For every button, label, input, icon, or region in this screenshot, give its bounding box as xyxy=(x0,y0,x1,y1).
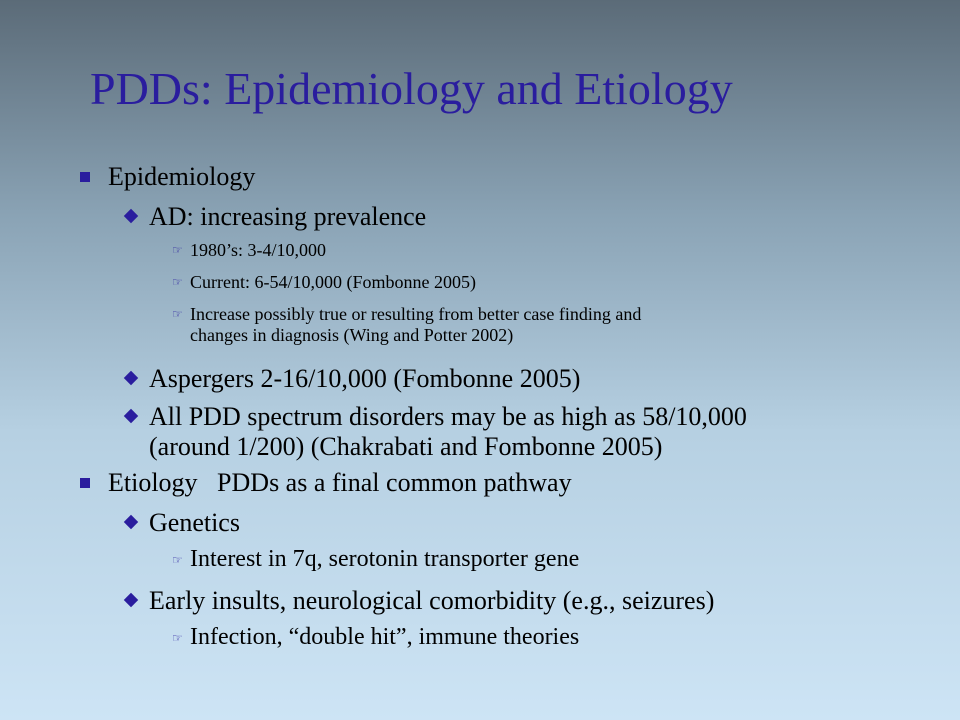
bullet-aspergers xyxy=(125,364,580,394)
bullet-text: Interest in 7q, serotonin transporter gene xyxy=(190,546,580,572)
bullet-early-insults xyxy=(125,586,714,616)
diamond-bullet-icon xyxy=(124,515,138,529)
bullet-text: Epidemiology xyxy=(108,162,256,191)
bullet-ad xyxy=(125,202,426,232)
bullet-genetics xyxy=(125,508,240,538)
bullet-text: 1980’s: 3-4/10,000 xyxy=(190,240,327,260)
bullet-text: Early insults, neurological comorbidity (e.g., seizures) xyxy=(149,586,715,615)
bullet-text: Infection, “double hit”, immune theories xyxy=(190,624,580,650)
bullet-genetics-detail xyxy=(172,546,579,573)
pointing-hand-icon: ☞ xyxy=(172,307,183,321)
bullet-ad-increase xyxy=(172,304,641,346)
bullet-text-line1: All PDD spectrum disorders may be as high as 58/10,000 xyxy=(149,402,747,431)
bullet-all-pdd xyxy=(125,402,747,462)
bullet-etiology xyxy=(80,468,572,498)
bullet-text: Etiology PDDs as a final common pathway xyxy=(108,468,572,497)
diamond-bullet-icon xyxy=(124,409,138,423)
square-bullet-icon xyxy=(80,172,90,182)
bullet-early-insults-detail xyxy=(172,624,579,651)
diamond-bullet-icon xyxy=(124,371,138,385)
diamond-bullet-icon xyxy=(124,593,138,607)
bullet-text: AD: increasing prevalence xyxy=(149,202,427,231)
pointing-hand-icon: ☞ xyxy=(172,243,183,257)
bullet-epidemiology xyxy=(80,162,255,192)
pointing-hand-icon: ☞ xyxy=(172,631,183,645)
diamond-bullet-icon xyxy=(124,209,138,223)
bullet-text: Aspergers 2-16/10,000 (Fombonne 2005) xyxy=(149,364,581,393)
bullet-ad-current xyxy=(172,272,476,293)
bullet-text: Genetics xyxy=(149,508,240,537)
pointing-hand-icon: ☞ xyxy=(172,553,183,567)
bullet-ad-1980s xyxy=(172,240,326,261)
square-bullet-icon xyxy=(80,478,90,488)
bullet-text-line1: Increase possibly true or resulting from better case finding and xyxy=(190,304,642,324)
bullet-text-line2: changes in diagnosis (Wing and Potter 2002) xyxy=(190,325,514,345)
slide-title: PDDs: Epidemiology and Etiology xyxy=(90,63,733,114)
bullet-text-line2: (around 1/200) (Chakrabati and Fombonne 2005) xyxy=(149,432,663,461)
pointing-hand-icon: ☞ xyxy=(172,275,183,289)
bullet-text: Current: 6-54/10,000 (Fombonne 2005) xyxy=(190,272,476,292)
